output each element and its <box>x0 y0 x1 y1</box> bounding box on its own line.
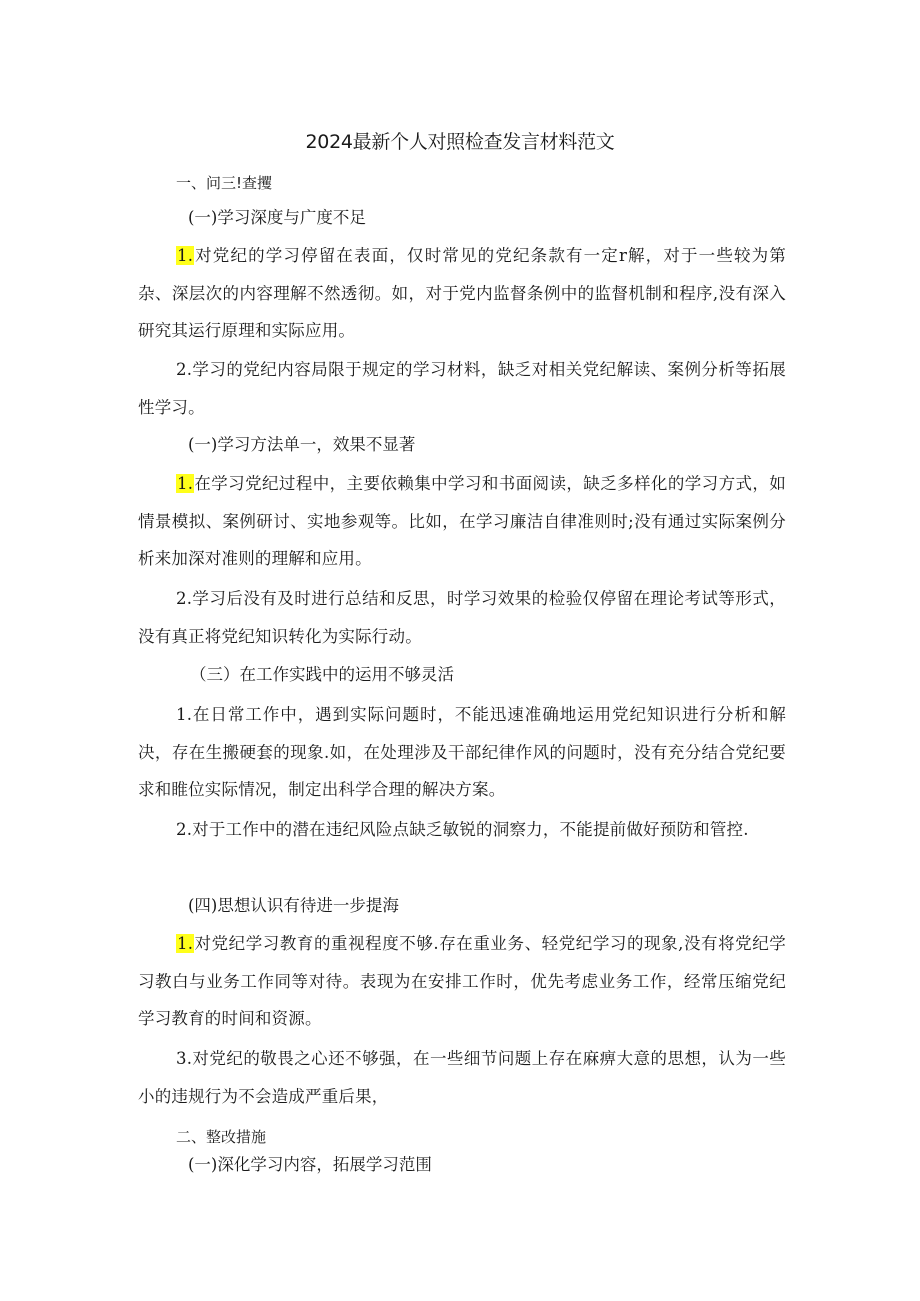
paragraph <box>138 580 786 655</box>
document-title: 2024最新个人对照检查发言材料范文 <box>305 131 615 153</box>
section-heading-problems: 一、问三!查攫 <box>176 174 273 192</box>
paragraph <box>138 351 786 426</box>
subsection-heading-2: (一)学习方法单一，效果不显著 <box>188 435 416 454</box>
item-number: 2. <box>176 360 193 379</box>
paragraph-text: 学习后没有及时进行总结和反思，时学习效果的检验仅停留在理论考试等形式，没有真正将党纪知识转化为实际行动。 <box>138 589 786 646</box>
subsection-heading-3: （三）在工作实践中的运用不够灵活 <box>190 665 454 684</box>
highlight-mark: 1. <box>177 934 194 953</box>
paragraph-text: 对党纪的学习停留在表面，仅时常见的党纪条款有一定r解，对于一些较为第杂、深层次的内容理解不然透彻。如，对于党内监督条例中的监督机制和程序,没有深入研究其运行原理和实际应用。 <box>138 246 786 340</box>
paragraph <box>138 237 786 350</box>
item-number: 2 <box>176 820 187 839</box>
section-heading-measures: 二、整改措施 <box>176 1128 267 1146</box>
paragraph <box>138 925 786 1038</box>
paragraph-text: 在学习党纪过程中，主要依赖集中学习和书面阅读，缺乏多样化的学习方式，如情景模拟、案例研讨、实地参观等。比如，在学习廉洁自律准则时;没有通过实际案例分析来加深对准则的理解和应用。 <box>138 474 786 568</box>
subsection-heading-4: (四)思想认识有待进一步提海 <box>188 896 399 915</box>
paragraph <box>138 465 786 578</box>
paragraph-text: 对党纪学习教育的重视程度不够.存在重业务、轻党纪学习的现象,没有将党纪学习教白与业务工作同等对待。表现为在安排工作时，优先考虑业务工作，经常压缩党纪学习教育的时间和资源。 <box>138 934 786 1028</box>
paragraph-text: .在日常工作中，遇到实际问题时，不能迅速准确地运用党纪知识进行分析和解决，存在生搬硬套的现象.如，在处理涉及干部纪律作风的问题时，没有充分结合党纪要求和睢位实际情况，制定出科学合理的解决方案。 <box>138 705 786 799</box>
paragraph-text: 学习的党纪内容局限于规定的学习材料，缺乏对相关党纪解读、案例分析等拓展性学习。 <box>138 360 786 417</box>
paragraph <box>138 1040 786 1115</box>
item-number: 2. <box>176 589 193 608</box>
paragraph <box>138 696 786 809</box>
highlight-mark: 1. <box>177 474 194 493</box>
subsection-heading-1: (一)学习深度与广度不足 <box>188 208 366 227</box>
paragraph-text: .对党纪的敬畏之心还不够强，在一些细节问题上存在麻痹大意的思想，认为一些小的违规行为不会造成严重后果， <box>138 1049 786 1106</box>
highlight-mark: 1. <box>177 246 194 265</box>
item-number: 3 <box>176 1049 187 1068</box>
item-number: 1 <box>176 705 187 724</box>
paragraph-text: .对于工作中的潜在违纪风险点缺乏敏锐的洞察力，不能提前做好预防和管控. <box>186 820 749 839</box>
subsection-heading-5: (一)深化学习内容，拓展学习范围 <box>188 1155 432 1174</box>
paragraph <box>138 811 786 849</box>
